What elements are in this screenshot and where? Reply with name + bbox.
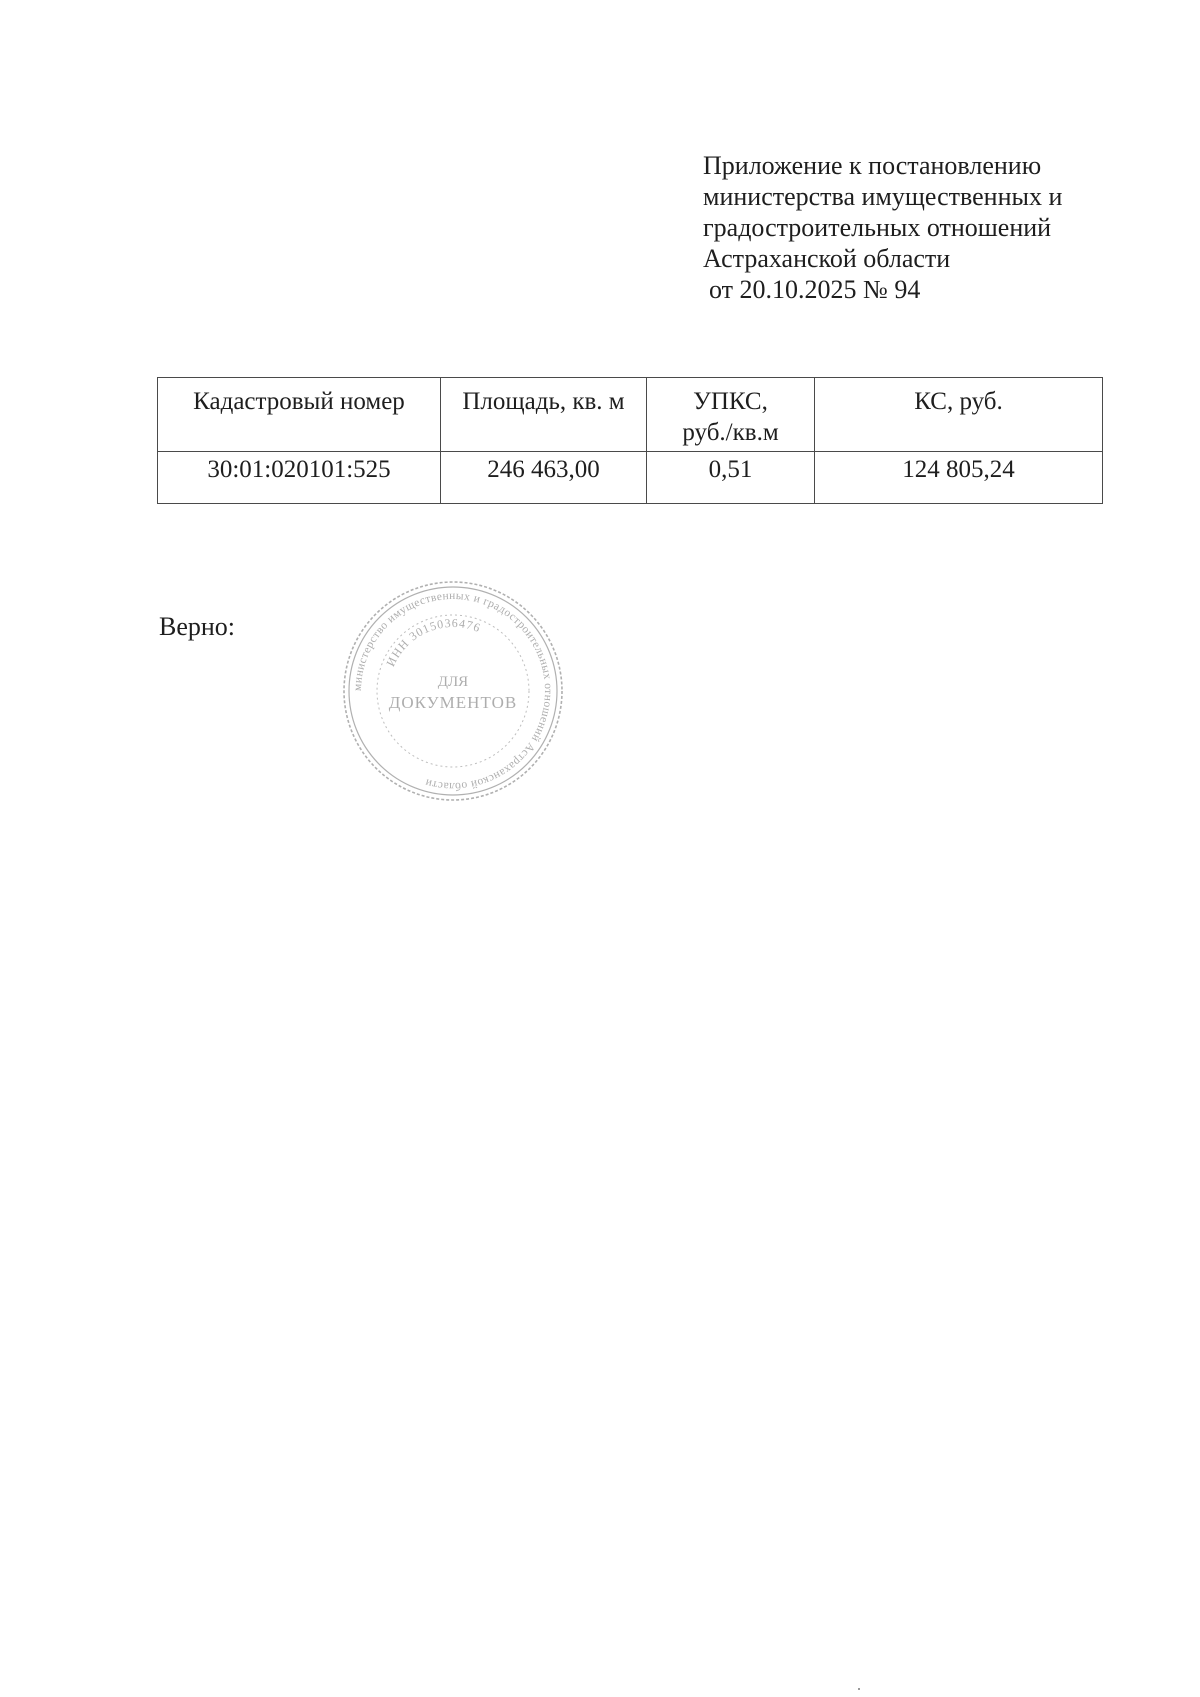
table-header-row bbox=[158, 378, 1103, 452]
official-seal-stamp bbox=[340, 578, 566, 804]
svg-text:ИНН 3015036476 bbox=[383, 616, 483, 669]
seal-center-line: ДЛЯ bbox=[437, 674, 469, 690]
cell-cadastral-number: 30:01:020101:525 bbox=[158, 452, 441, 504]
header-text: Площадь, кв. м bbox=[462, 388, 625, 415]
appendix-header bbox=[703, 150, 1143, 305]
certified-label: Верно: bbox=[159, 612, 236, 641]
cell-upks: 0,51 bbox=[647, 452, 815, 504]
appendix-header-line: Астраханской области bbox=[703, 244, 951, 273]
column-header-area bbox=[441, 378, 647, 452]
header-text: Кадастровый номер bbox=[193, 388, 405, 415]
seal-center-line: ДОКУМЕНТОВ bbox=[388, 693, 518, 712]
appendix-header-line: министерства имущественных и bbox=[703, 182, 1063, 211]
scan-artifact-dot bbox=[858, 1688, 860, 1690]
column-header-upks bbox=[647, 378, 815, 452]
seal-outer-text: министерство имущественных и градостроительных отношений Астраханской области bbox=[351, 589, 555, 793]
header-text: УПКС, bbox=[693, 388, 768, 415]
column-header-cadastral-number bbox=[158, 378, 441, 452]
header-text: КС, руб. bbox=[914, 388, 1003, 415]
cell-cadastral-value: 124 805,24 bbox=[815, 452, 1103, 504]
cadastral-value-table bbox=[157, 377, 1103, 504]
header-text: руб./кв.м bbox=[682, 419, 779, 446]
table-row bbox=[158, 452, 1103, 504]
column-header-cadastral-value bbox=[815, 378, 1103, 452]
cell-area: 246 463,00 bbox=[441, 452, 647, 504]
appendix-header-line: Приложение к постановлению bbox=[703, 151, 1042, 180]
seal-inner-text: ИНН 3015036476 bbox=[383, 615, 483, 669]
appendix-header-line: градостроительных отношений bbox=[703, 213, 1052, 242]
appendix-date-number: от 20.10.2025 № 94 bbox=[709, 275, 921, 304]
